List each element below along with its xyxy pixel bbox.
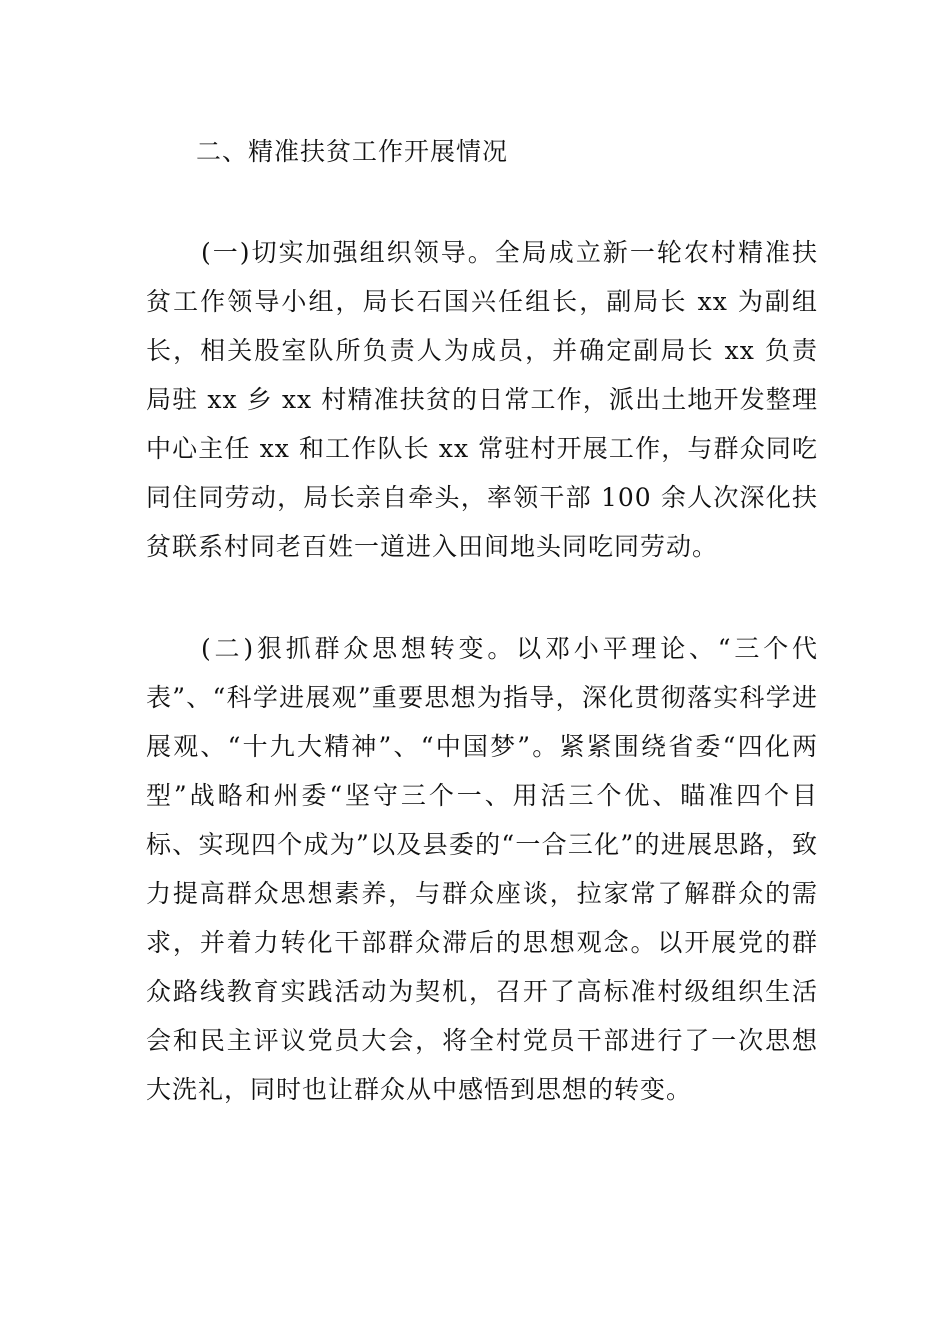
section-heading: 二、精准扶贫工作开展情况 xyxy=(196,137,509,166)
paragraph-organization-leadership: (一)切实加强组织领导。全局成立新一轮农村精准扶贫工作领导小组，局长石国兴任组长，副局长 xx 为副组长，相关股室队所负责人为成员，并确定副局长 xx 负责局驻 xx 乡 xx 村精准扶贫的日常工作，派出土地开发整理中心主任 xx 和工作队长 xx 常驻村开展工作，与群众同吃同住同劳动，局长亲自牵头，率领干部 100 余人次深化扶贫联系村同老百姓一道进入田间地头同吃同劳动。 xyxy=(146,238,818,561)
paragraph-ideological-change: (二)狠抓群众思想转变。以邓小平理论、“三个代表”、“科学进展观”重要思想为指导，深化贯彻落实科学进展观、“十九大精神”、“中国梦”。紧紧围绕省委“四化两型”战略和州委“坚守三个一、用活三个优、瞄准四个目标、实现四个成为”以及县委的“一合三化”的进展思路，致力提高群众思想素养，与群众座谈，拉家常了解群众的需求，并着力转化干部群众滞后的思想观念。以开展党的群众路线教育实践活动为契机，召开了高标准村级组织生活会和民主评议党员大会，将全村党员干部进行了一次思想大洗礼，同时也让群众从中感悟到思想的转变。 xyxy=(146,634,818,1104)
